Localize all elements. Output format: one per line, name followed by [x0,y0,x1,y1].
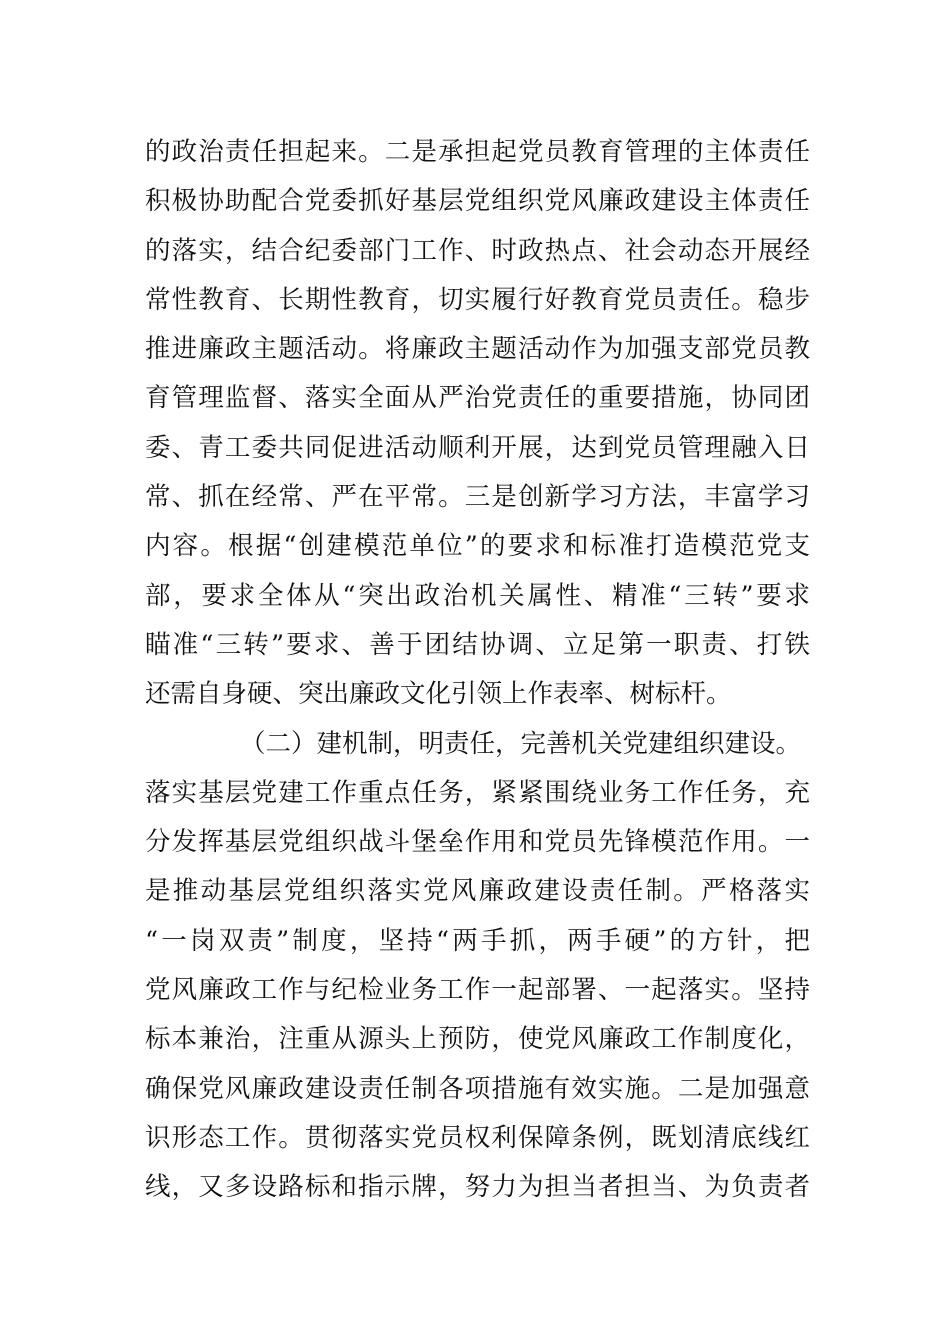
text-line: 还需自身硬、突出廉政文化引领上作表率、树标杆。 [145,679,732,710]
text-line: 的政治责任担起来。二是承担起党员教育管理的主体责任 [145,137,810,167]
text-line: 瞄准“三转”要求、善于团结协调、立足第一职责、打铁 [145,629,810,660]
text-line: 育管理监督、落实全面从严治党责任的重要措施，协同团 [145,383,810,414]
body-text [145,128,810,1213]
text-line: 标本兼治，注重从源头上预防，使党风廉政工作制度化， [145,1024,810,1055]
text-line: 推进廉政主题活动。将廉政主题活动作为加强支部党员教 [145,334,810,365]
text-line: 积极协助配合党委抓好基层党组织党风廉政建设主体责任 [145,186,810,217]
text-line: 分发挥基层党组织战斗堡垒作用和党员先锋模范作用。一 [145,827,810,858]
text-line: 的落实，结合纪委部门工作、时政热点、社会动态开展经 [145,235,810,266]
text-line: “一岗双责”制度，坚持“两手抓，两手硬”的方针，把 [145,925,810,956]
section-heading: （二）建机制，明责任，完善机关党建组织建设。 [240,728,802,759]
text-line: 确保党风廉政建设责任制各项措施有效实施。二是加强意 [145,1073,810,1104]
text-line: 部，要求全体从“突出政治机关属性、精准“三转”要求 [145,580,810,611]
text-line: 是推动基层党组织落实党风廉政建设责任制。严格落实 [145,876,810,907]
text-line: 常、抓在经常、严在平常。三是创新学习方法，丰富学习 [145,482,810,513]
text-line: 常性教育、长期性教育，切实履行好教育党员责任。稳步 [145,284,810,315]
text-line: 识形态工作。贯彻落实党员权利保障条例，既划清底线红 [145,1122,810,1153]
text-line: 委、青工委共同促进活动顺利开展，达到党员管理融入日 [145,432,810,463]
text-line: 线，又多设路标和指示牌，努力为担当者担当、为负责者 [145,1172,810,1203]
text-line: 落实基层党建工作重点任务，紧紧围绕业务工作任务，充 [145,777,810,808]
text-line: 内容。根据“创建模范单位”的要求和标准打造模范党支 [145,531,810,562]
text-line: 党风廉政工作与纪检业务工作一起部署、一起落实。坚持 [145,975,810,1006]
